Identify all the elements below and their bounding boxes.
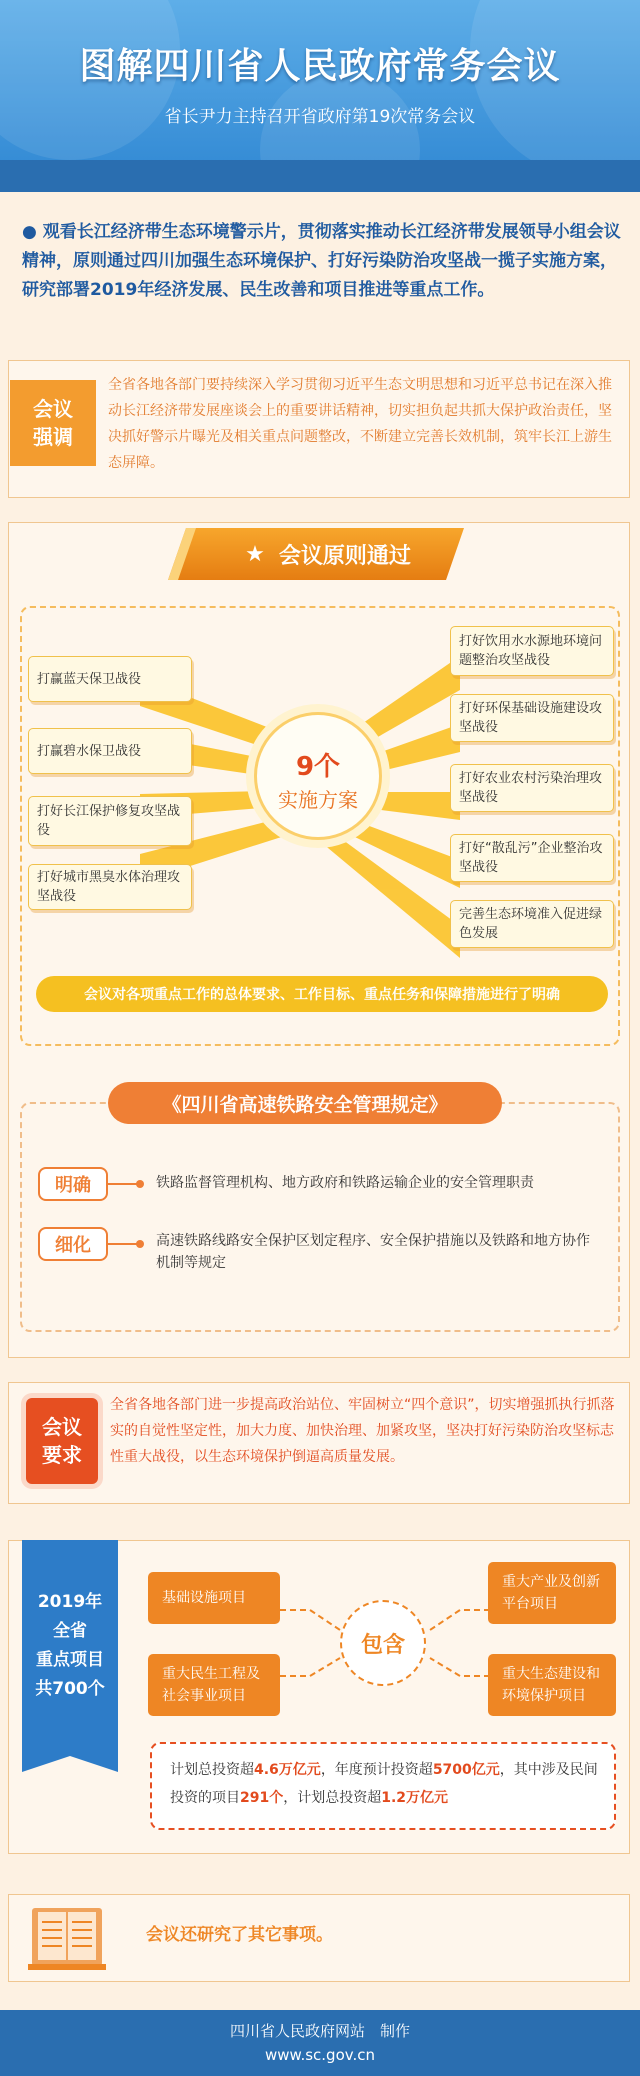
book-icon — [26, 1902, 108, 1972]
caption-line: 要求 — [42, 1443, 82, 1467]
footer-url: www.sc.gov.cn — [265, 2046, 375, 2064]
text-run: ，计划总投资超 — [283, 1790, 382, 1806]
requirement-text: 全省各地各部门进一步提高政治站位、牢固树立“四个意识”，切实增强抓执行抓落实的自觉性坚定性，加大力度、加快治理、加紧攻坚，坚决打好污染防治攻坚标志性重大战役，以生态环境保护倒逼高质量发展。 — [110, 1397, 615, 1465]
footer-credit: 四川省人民政府网站 制作 — [229, 2022, 410, 2040]
investment-text — [170, 1756, 600, 1812]
header-band — [0, 160, 640, 192]
requirement-caption — [26, 1398, 98, 1484]
tag-mingque: 明确 — [38, 1167, 108, 1201]
center-label: 实施方案 — [278, 788, 358, 812]
footer — [0, 2010, 640, 2076]
decor-circle — [470, 0, 640, 180]
projects-caption — [22, 1540, 118, 1752]
banner-text: 会议原则通过 — [278, 543, 411, 569]
highlight-value: 4.6万亿元 — [254, 1762, 321, 1778]
caption-tail — [22, 1752, 118, 1772]
bullet-dot — [136, 1180, 144, 1188]
highlight-value: 1.2万亿元 — [381, 1790, 449, 1806]
plan-item: 打赢碧水保卫战役 — [28, 728, 192, 774]
caption-line: 会议 — [33, 397, 73, 421]
emphasis-caption — [10, 380, 96, 466]
emphasis-text: 全省各地各部门要持续深入学习贯彻习近平生态文明思想和习近平总书记在深入推动长江经济带发展座谈会上的重要讲话精神，切实担负起共抓大保护政治责任，坚决抓好警示片曝光及相关重点问题整改，不断建立完善长效机制，筑牢长江上游生态屏障。 — [108, 377, 612, 471]
project-type: 重大民生工程及社会事业项目 — [148, 1654, 280, 1716]
regulation-title: 《四川省高速铁路安全管理规定》 — [108, 1082, 502, 1124]
caption-line: 2019年 — [37, 1592, 103, 1612]
plan-item: 打好城市黑臭水体治理攻坚战役 — [28, 864, 192, 910]
plan-item: 打好“散乱污”企业整治攻坚战役 — [450, 834, 614, 882]
tag-xihua: 细化 — [38, 1227, 108, 1261]
highlight-value: 291个 — [240, 1790, 284, 1806]
bullet-icon: ● — [22, 222, 37, 242]
connector — [108, 1183, 138, 1185]
bullet-dot — [136, 1240, 144, 1248]
plan-item: 打好饮用水水源地环境问题整治攻坚战役 — [450, 626, 614, 676]
intro-text: 观看长江经济带生态环境警示片，贯彻落实推动长江经济带发展领导小组会议精神，原则通过四川加强生态环境保护、打好污染防治攻坚战一揽子实施方案，研究部署2019年经济发展、民生改善和项目推进等重点工作。 — [22, 222, 621, 300]
regulation-frame — [20, 1102, 620, 1332]
other-text: 会议还研究了其它事项。 — [146, 1925, 333, 1945]
summary-pill: 会议对各项重点工作的总体要求、工作目标、重点任务和保障措施进行了明确 — [36, 976, 608, 1012]
highlight-value: 5700亿元 — [432, 1762, 500, 1778]
plan-item: 打好长江保护修复攻坚战役 — [28, 796, 192, 846]
text-run: ，年度预计投资超 — [320, 1762, 433, 1778]
project-type: 基础设施项目 — [148, 1572, 280, 1624]
page-title: 图解四川省人民政府常务会议 — [79, 46, 561, 87]
intro-paragraph — [22, 218, 622, 305]
plan-item: 打好农业农村污染治理攻坚战役 — [450, 764, 614, 812]
plan-item: 完善生态环境准入促进绿色发展 — [450, 900, 614, 948]
banner-label — [168, 528, 464, 580]
caption-line: 全省 — [53, 1621, 87, 1641]
regulation-point: 高速铁路线路安全保护区划定程序、安全保护措施以及铁路和地方协作机制等规定 — [156, 1233, 590, 1271]
page-subtitle: 省长尹力主持召开省政府第19次常务会议 — [164, 107, 476, 127]
regulation-point: 铁路监督管理机构、地方政府和铁路运输企业的安全管理职责 — [156, 1175, 534, 1191]
contains-circle: 包含 — [340, 1600, 426, 1686]
connector — [108, 1243, 138, 1245]
caption-line: 强调 — [33, 425, 73, 449]
plan-item: 打好环保基础设施建设攻坚战役 — [450, 694, 614, 742]
text-run: ，其中涉及民间投资的项目 — [170, 1762, 598, 1806]
caption-line: 重点项目 — [36, 1650, 104, 1670]
text-run: 计划总投资超 — [170, 1762, 254, 1778]
plan-item: 打赢蓝天保卫战役 — [28, 656, 192, 702]
caption-line: 共700个 — [35, 1679, 105, 1699]
center-number: 9个 — [295, 752, 341, 782]
caption-line: 会议 — [42, 1415, 82, 1439]
star-icon: ★ — [245, 541, 265, 567]
project-type: 重大产业及创新平台项目 — [488, 1562, 616, 1624]
project-type: 重大生态建设和环境保护项目 — [488, 1654, 616, 1716]
